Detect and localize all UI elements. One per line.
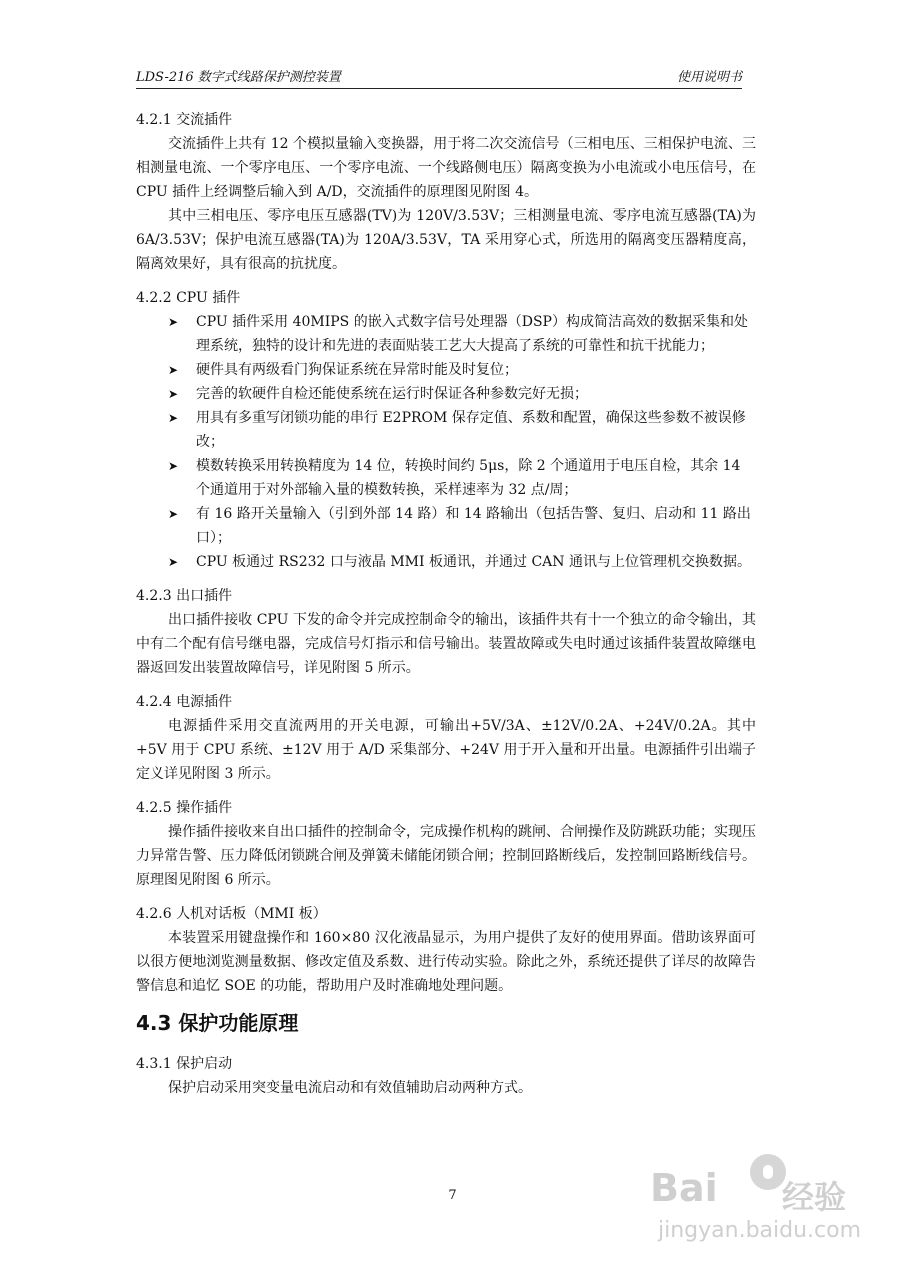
- section-4-2-6: [136, 902, 756, 998]
- arrow-bullet-icon: ➤: [168, 507, 179, 521]
- section-heading: 4.3.1 保护启动: [136, 1056, 233, 1072]
- list-item-text: CPU 插件采用 40MIPS 的嵌入式数字信号处理器（DSP）构成简洁高效的数据采集和处理系统，独特的设计和先进的表面贴装工艺大大提高了系统的可靠性和抗干扰能力；: [196, 314, 748, 354]
- list-item-text: 完善的软硬件自检还能使系统在运行时保证各种参数完好无损；: [196, 386, 588, 402]
- watermark-brand-cn: 经验: [782, 1178, 847, 1216]
- arrow-bullet-icon: ➤: [168, 411, 179, 425]
- header-doc-type: 使用说明书: [676, 70, 742, 85]
- paragraph: 电源插件采用交直流两用的开关电源，可输出+5V/3A、±12V/0.2A、+24V/0.2A。其中+5V 用于 CPU 系统、±12V 用于 A/D 采集部分、+24V 用于开入量和开出量。电源插件引出端子定义详见附图 3 所示。: [136, 718, 756, 782]
- section-heading: 4.2.2 CPU 插件: [136, 290, 241, 306]
- section-heading: 4.2.4 电源插件: [136, 694, 233, 710]
- section-4-2-4: [136, 690, 756, 786]
- paragraph: 其中三相电压、零序电压互感器(TV)为 120V/3.53V；三相测量电流、零序电流互感器(TA)为 6A/3.53V；保护电流互感器(TA)为 120A/3.53V，TA 采用穿心式，所选用的隔离变压器精度高，隔离效果好，具有很高的抗扰度。: [136, 208, 756, 272]
- paragraph: 本装置采用键盘操作和 160×80 汉化液晶显示，为用户提供了友好的使用界面。借助该界面可以很方便地浏览测量数据、修改定值及系数、进行传动实验。除此之外，系统还提供了详尽的故障告警信息和追忆 SOE 的功能，帮助用户及时准确地处理问题。: [136, 930, 756, 994]
- list-item-text: 有 16 路开关量输入（引到外部 14 路）和 14 路输出（包括告警、复归、启动和 11 路出口）；: [196, 506, 751, 546]
- arrow-bullet-icon: ➤: [168, 315, 179, 329]
- chapter-heading: 4.3 保护功能原理: [136, 1011, 299, 1035]
- section-4-2-5: [136, 796, 756, 892]
- feature-list: [136, 310, 756, 574]
- list-item: [168, 310, 756, 358]
- list-item-text: 用具有多重写闭锁功能的串行 E2PROM 保存定值、系数和配置，确保这些参数不被误修改；: [196, 410, 746, 450]
- list-item: [168, 550, 756, 574]
- paragraph: 出口插件接收 CPU 下发的命令并完成控制命令的输出，该插件共有十一个独立的命令输出，其中有二个配有信号继电器，完成信号灯指示和信号输出。装置故障或失电时通过该插件装置故障继电器返回发出装置故障信号，详见附图 5 所示。: [136, 612, 756, 676]
- section-heading: 4.2.6 人机对话板（MMI 板）: [136, 906, 327, 922]
- list-item: [168, 406, 756, 454]
- paragraph: 交流插件上共有 12 个模拟量输入变换器，用于将二次交流信号（三相电压、三相保护电流、三相测量电流、一个零序电压、一个零序电流、一个线路侧电压）隔离变换为小电流或小电压信号，在 CPU 插件上经调整后输入到 A/D，交流插件的原理图见附图 4。: [136, 136, 756, 200]
- list-item: [168, 382, 756, 406]
- arrow-bullet-icon: ➤: [168, 387, 179, 401]
- running-header: [136, 64, 742, 89]
- watermark-brand: Bai: [650, 1166, 718, 1210]
- header-title: LDS-216 数字式线路保护测控装置: [136, 70, 341, 85]
- arrow-bullet-icon: ➤: [168, 459, 179, 473]
- arrow-bullet-icon: ➤: [168, 363, 179, 377]
- list-item: [168, 454, 756, 502]
- watermark: [650, 1150, 870, 1250]
- paragraph: 保护启动采用突变量电流启动和有效值辅助启动两种方式。: [168, 1080, 532, 1096]
- paw-logo-icon: [750, 1154, 786, 1190]
- section-heading: 4.2.3 出口插件: [136, 588, 233, 604]
- watermark-url: jingyan.baidu.com: [658, 1218, 862, 1243]
- section-4-2-1: [136, 108, 756, 276]
- section-4-2-2: [136, 286, 756, 574]
- list-item: [168, 502, 756, 550]
- page-number: 7: [448, 1188, 457, 1203]
- list-item-text: 硬件具有两级看门狗保证系统在异常时能及时复位；: [196, 362, 518, 378]
- section-4-2-3: [136, 584, 756, 680]
- list-item: [168, 358, 756, 382]
- list-item-text: CPU 板通过 RS232 口与液晶 MMI 板通讯，并通过 CAN 通讯与上位管理机交换数据。: [196, 554, 751, 570]
- section-heading: 4.2.1 交流插件: [136, 112, 233, 128]
- list-item-text: 模数转换采用转换精度为 14 位，转换时间约 5μs，除 2 个通道用于电压自检，其余 14 个通道用于对外部输入量的模数转换，采样速率为 32 点/周；: [196, 458, 741, 498]
- section-4-3-1: [136, 1052, 756, 1100]
- section-heading: 4.2.5 操作插件: [136, 800, 233, 816]
- paragraph: 操作插件接收来自出口插件的控制命令，完成操作机构的跳闸、合闸操作及防跳跃功能；实现压力异常告警、压力降低闭锁跳合闸及弹簧未储能闭锁合闸；控制回路断线后，发控制回路断线信号。原理图见附图 6 所示。: [136, 824, 756, 888]
- main-content: [136, 108, 756, 1110]
- arrow-bullet-icon: ➤: [168, 555, 179, 569]
